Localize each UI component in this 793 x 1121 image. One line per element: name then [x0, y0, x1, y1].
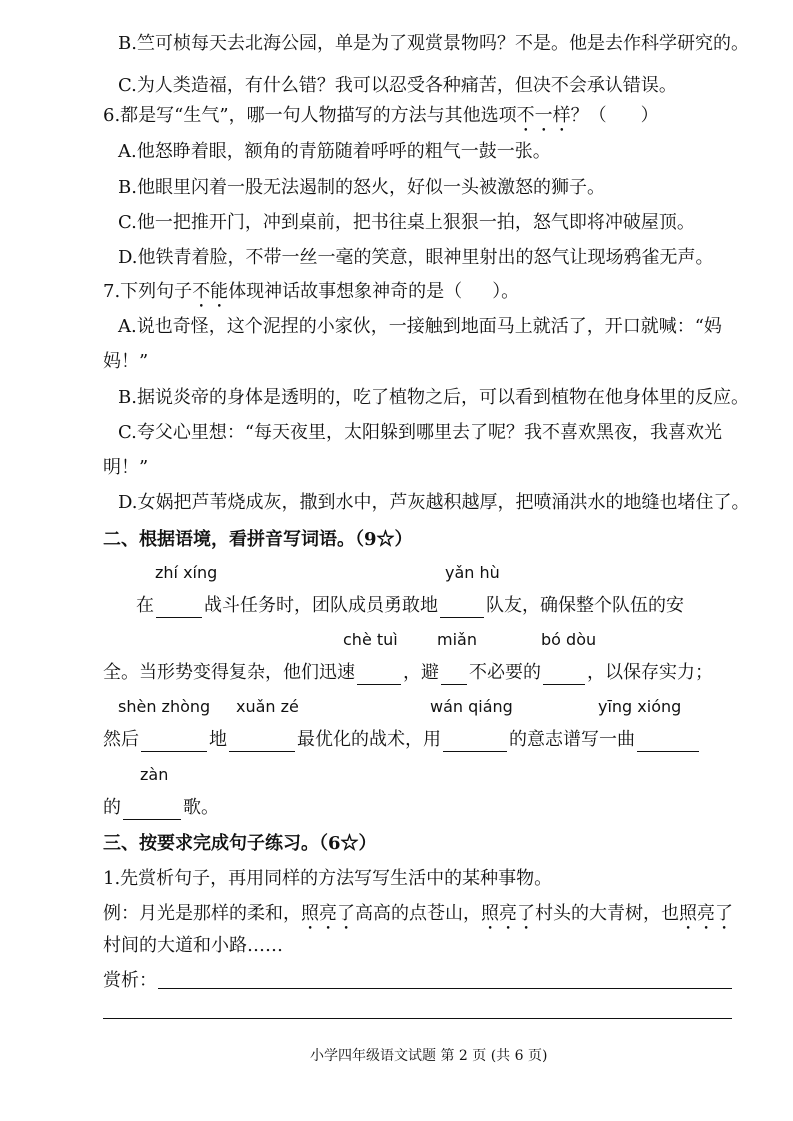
- q6-option-a: A.他怒睁着眼，额角的青筋随着呼呼的粗气一鼓一张。: [118, 141, 551, 162]
- q7-option-c: C.夸父心里想：“每天夜里，太阳躲到哪里去了呢？我不喜欢黑夜，我喜欢光: [118, 422, 723, 443]
- q7-stem-tail: 体现神话故事想象神奇的是（: [228, 281, 463, 302]
- sec2-line4: [103, 796, 219, 820]
- emphasis: 照亮了: [481, 903, 535, 924]
- section3-q1: 1.先赏析句子，再用同样的方法写写生活中的某种事物。: [103, 868, 553, 889]
- q6-stem-tail: ？（: [570, 105, 607, 126]
- q6-stem: [103, 104, 659, 136]
- q6-close: ）: [640, 105, 659, 126]
- q6-emphasis: 不一样: [516, 105, 571, 126]
- q7-stem: [103, 280, 519, 312]
- emphasis: 照亮了: [301, 903, 355, 924]
- q6-option-b: B.他眼里闪着一股无法遏制的怒火，好似一头被激怒的狮子。: [118, 177, 605, 198]
- q7-option-a: A.说也奇怪，这个泥捏的小家伙，一接触到地面马上就活了，开口就喊：“妈: [118, 316, 722, 337]
- text: 高高的点苍山，: [355, 903, 481, 924]
- answer-blank[interactable]: [443, 733, 507, 752]
- sec2-line1: [136, 594, 684, 618]
- answer-blank[interactable]: [156, 599, 202, 618]
- emphasis: 照亮了: [679, 903, 733, 924]
- text: 的意志谱写一曲: [509, 729, 635, 750]
- answer-blank[interactable]: [141, 733, 207, 752]
- text: ，以保存实力；: [587, 662, 713, 683]
- pinyin-xuanze: xuǎn zé: [236, 697, 299, 716]
- q7-emphasis: 不能: [192, 281, 229, 302]
- q7-option-c-cont: 明！”: [103, 457, 149, 478]
- q7-option-a-cont: 妈！”: [103, 351, 149, 372]
- text: 歌。: [183, 797, 219, 818]
- text: 不必要的: [469, 662, 541, 683]
- pinyin-shenzhong: shèn zhòng: [118, 697, 211, 716]
- answer-blank[interactable]: [357, 666, 401, 685]
- sec2-line2: [103, 661, 713, 685]
- pinyin-yanhu: yǎn hù: [445, 563, 500, 582]
- q5-option-c: C.为人类造福，有什么错？我可以忍受各种痛苦，但决不会承认错误。: [118, 75, 677, 96]
- text: 地: [209, 729, 227, 750]
- q7-option-b: B.据说炎帝的身体是透明的，吃了植物之后，可以看到植物在他身体里的反应。: [118, 387, 749, 408]
- sec2-line3: [103, 728, 701, 752]
- pinyin-zan: zàn: [140, 765, 169, 784]
- q6-option-d: D.他铁青着脸，不带一丝一毫的笑意，眼神里射出的怒气让现场鸦雀无声。: [118, 247, 714, 268]
- section3-title: 三、按要求完成句子练习。（6☆）: [103, 833, 377, 854]
- example-sentence: [103, 902, 733, 934]
- analysis-label: 赏析：: [103, 970, 157, 991]
- q7-stem-text: 7.下列句子: [103, 281, 193, 302]
- answer-blank[interactable]: [543, 666, 585, 685]
- pinyin-chetui: chè tuì: [343, 630, 398, 649]
- pinyin-wanqiang: wán qiáng: [430, 697, 513, 716]
- text: 最优化的战术，用: [297, 729, 441, 750]
- example-sentence-cont: 村间的大道和小路……: [103, 935, 283, 956]
- section2-title: 二、根据语境，看拼音写词语。（9☆）: [103, 529, 413, 550]
- q5-option-b: B.竺可桢每天去北海公园，单是为了观赏景物吗？不是。他是去作科学研究的。: [118, 33, 749, 54]
- q7-close: ）。: [492, 281, 520, 302]
- answer-line[interactable]: [103, 1018, 732, 1019]
- text: ，避: [403, 662, 439, 683]
- text: 战斗任务时，团队成员勇敢地: [204, 595, 438, 616]
- text: 村头的大青树，也: [535, 903, 679, 924]
- pinyin-mian: miǎn: [437, 630, 477, 649]
- answer-blank[interactable]: [123, 801, 181, 820]
- pinyin-yingxiong: yīng xióng: [598, 697, 682, 716]
- q6-stem-text: 6.都是写“生气”，哪一句人物描写的方法与其他选项: [103, 105, 517, 126]
- answer-line[interactable]: [158, 988, 732, 989]
- q7-option-d: D.女娲把芦苇烧成灰，撒到水中，芦灰越积越厚，把喷涌洪水的地缝也堵住了。: [118, 492, 750, 513]
- text: 的: [103, 797, 121, 818]
- answer-blank[interactable]: [229, 733, 295, 752]
- text: 队友，确保整个队伍的安: [486, 595, 684, 616]
- page-footer: 小学四年级语文试题 第 2 页 (共 6 页): [310, 1048, 548, 1064]
- pinyin-bodou: bó dòu: [541, 630, 597, 649]
- q6-option-c: C.他一把推开门，冲到桌前，把书往桌上狠狠一拍，怒气即将冲破屋顶。: [118, 212, 695, 233]
- text: 全。当形势变得复杂，他们迅速: [103, 662, 355, 683]
- answer-blank[interactable]: [441, 666, 467, 685]
- text: 在: [136, 595, 154, 616]
- answer-blank[interactable]: [440, 599, 484, 618]
- text: 然后: [103, 729, 139, 750]
- pinyin-zhixing: zhí xíng: [155, 563, 218, 582]
- text: 例：月光是那样的柔和，: [103, 903, 301, 924]
- answer-blank[interactable]: [637, 733, 699, 752]
